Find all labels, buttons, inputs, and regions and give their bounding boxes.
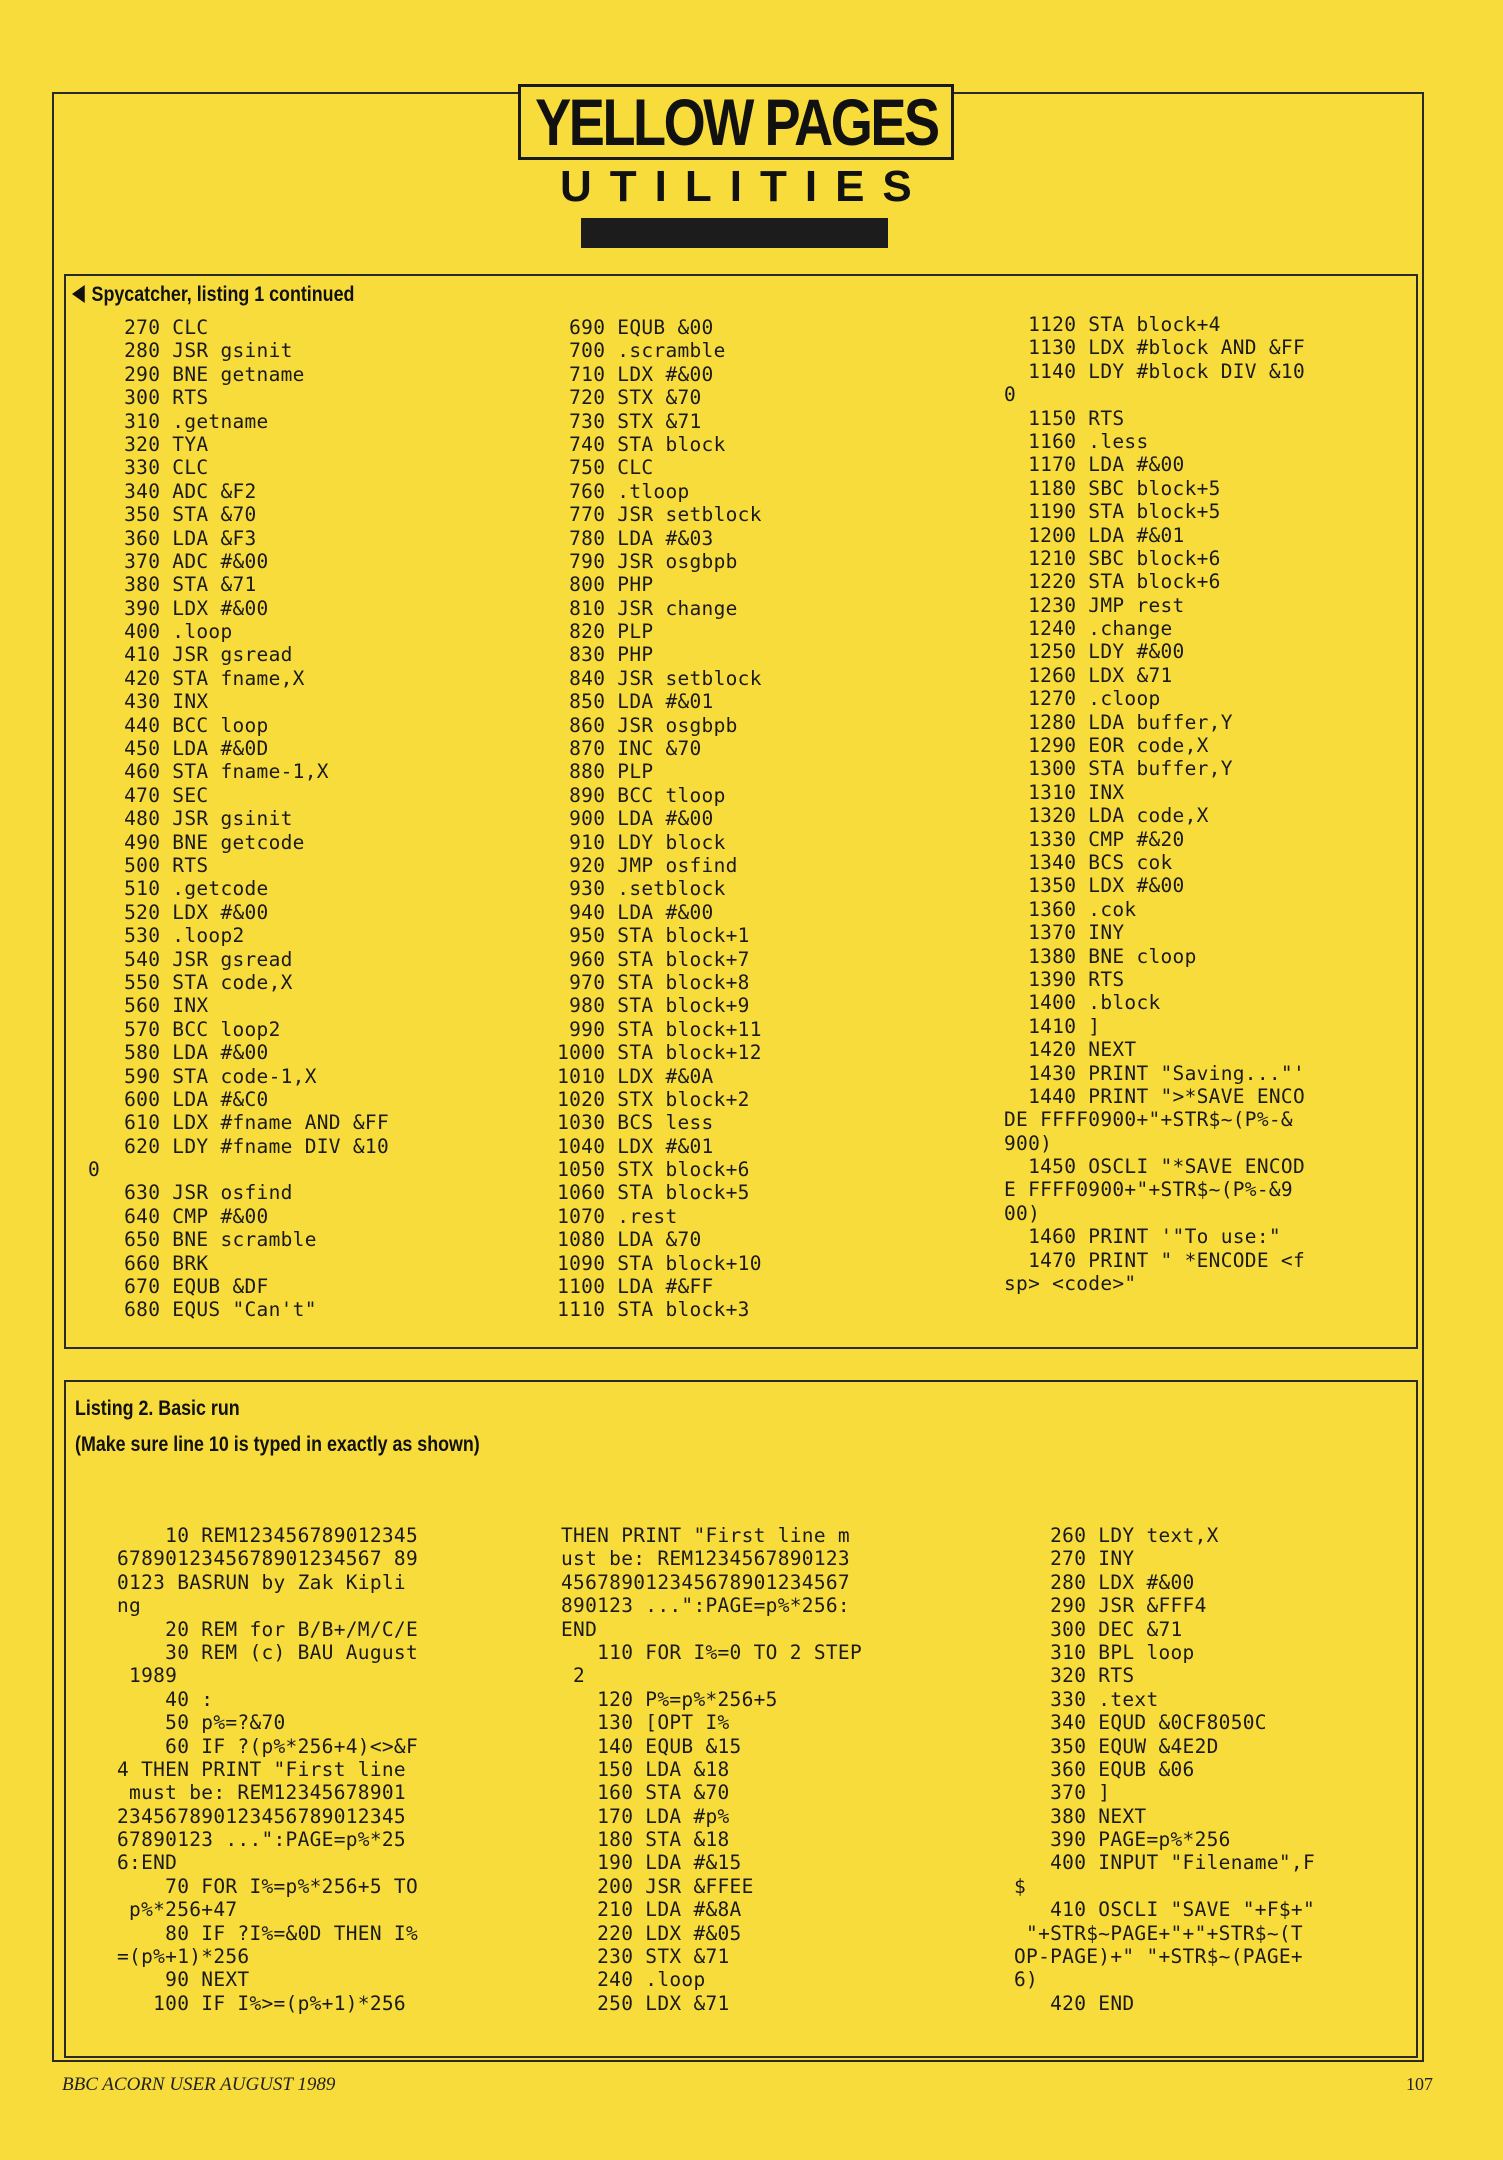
code-line: 930 .setblock	[533, 877, 726, 901]
code-line: sp> <code>"	[1004, 1272, 1137, 1296]
code-line: 170 LDA #p%	[561, 1804, 730, 1828]
code-line: 360 EQUB &06	[1014, 1757, 1195, 1781]
listing1-column-1	[88, 316, 389, 1322]
code-line: 1070 .rest	[533, 1204, 678, 1228]
code-line: 1190 STA block+5	[1004, 500, 1221, 524]
code-line: 1080 LDA &70	[533, 1228, 702, 1252]
code-line: 160 STA &70	[561, 1781, 730, 1805]
code-line: 890 BCC tloop	[533, 783, 726, 807]
code-line: 100 IF I%>=(p%+1)*256	[117, 1991, 406, 2015]
code-line: p%*256+47	[117, 1898, 238, 1922]
code-line: 700 .scramble	[533, 339, 726, 363]
code-line: 1250 LDY #&00	[1004, 640, 1185, 664]
code-line: 370 ADC #&00	[88, 549, 269, 573]
code-line: 710 LDX #&00	[533, 362, 714, 386]
code-line: 490 BNE getcode	[88, 830, 305, 854]
code-line: 540 JSR gsread	[88, 947, 293, 971]
code-line: 6:END	[117, 1851, 178, 1875]
code-line: 400 .loop	[88, 620, 233, 644]
code-line: 290 JSR &FFF4	[1014, 1594, 1207, 1618]
code-line: 1350 LDX #&00	[1004, 874, 1185, 898]
code-line: 320 TYA	[88, 432, 209, 456]
code-line: 670 EQUB &DF	[88, 1275, 269, 1299]
code-line: 1260 LDX &71	[1004, 663, 1173, 687]
code-line: 40 :	[117, 1687, 214, 1711]
code-line: 1220 STA block+6	[1004, 570, 1221, 594]
code-line: 640 CMP #&00	[88, 1204, 269, 1228]
code-line: 430 INX	[88, 690, 209, 714]
code-line: 920 JMP osfind	[533, 853, 738, 877]
code-line: 750 CLC	[533, 456, 654, 480]
code-line: 620 LDY #fname DIV &10	[88, 1134, 389, 1158]
code-line: 1160 .less	[1004, 429, 1149, 453]
code-line: 400 INPUT "Filename",F	[1014, 1851, 1315, 1875]
code-line: 1440 PRINT ">*SAVE ENCO	[1004, 1084, 1305, 1108]
code-line: 870 INC &70	[533, 737, 702, 761]
code-line: 70 FOR I%=p%*256+5 TO	[117, 1874, 418, 1898]
code-line: 800 PHP	[533, 573, 654, 597]
code-line: 410 OSCLI "SAVE "+F$+"	[1014, 1898, 1315, 1922]
code-line: 1270 .cloop	[1004, 687, 1161, 711]
code-line: 1180 SBC block+5	[1004, 476, 1221, 500]
code-line: 120 P%=p%*256+5	[561, 1687, 778, 1711]
code-line: 1420 NEXT	[1004, 1038, 1137, 1062]
code-line: 190 LDA #&15	[561, 1851, 742, 1875]
code-line: 67890123 ...":PAGE=p%*25	[117, 1828, 406, 1852]
code-line: 730 STX &71	[533, 409, 702, 433]
code-line: 390 LDX #&00	[88, 596, 269, 620]
code-line: 1460 PRINT '"To use:"	[1004, 1225, 1281, 1249]
code-line: 380 STA &71	[88, 573, 257, 597]
code-line: ust be: REM1234567890123	[561, 1547, 850, 1571]
code-line: 760 .tloop	[533, 479, 690, 503]
code-line: 560 INX	[88, 994, 209, 1018]
code-line: 910 LDY block	[533, 830, 726, 854]
code-line: 150 LDA &18	[561, 1757, 730, 1781]
code-line: 380 NEXT	[1014, 1804, 1147, 1828]
code-line: 20 REM for B/B+/M/C/E	[117, 1617, 418, 1641]
code-line: 210 LDA #&8A	[561, 1898, 742, 1922]
code-line: 1170 LDA #&00	[1004, 453, 1185, 477]
code-line: 1470 PRINT " *ENCODE <f	[1004, 1248, 1305, 1272]
code-line: "+STR$~PAGE+"+"+STR$~(T	[1014, 1921, 1303, 1945]
code-line: 820 PLP	[533, 620, 654, 644]
code-line: 180 STA &18	[561, 1828, 730, 1852]
code-line: 1120 STA block+4	[1004, 313, 1221, 336]
code-line: 230 STX &71	[561, 1945, 730, 1969]
code-line: 0	[88, 1158, 101, 1182]
code-line: 810 JSR change	[533, 596, 738, 620]
code-line: 650 BNE scramble	[88, 1228, 317, 1252]
code-line: 850 LDA #&01	[533, 690, 714, 714]
code-line: 1210 SBC block+6	[1004, 546, 1221, 570]
code-line: 790 JSR osgbpb	[533, 549, 738, 573]
code-line: 830 PHP	[533, 643, 654, 667]
code-line: 270 INY	[1014, 1547, 1135, 1571]
code-line: 1050 STX block+6	[533, 1158, 750, 1182]
code-line: 420 STA fname,X	[88, 666, 305, 690]
code-line: 340 ADC &F2	[88, 479, 257, 503]
listing1-column-2	[533, 316, 762, 1322]
code-line: 550 STA code,X	[88, 970, 293, 994]
code-line: 1010 LDX #&0A	[533, 1064, 714, 1088]
code-line: =(p%+1)*256	[117, 1945, 250, 1969]
code-line: 300 DEC &71	[1014, 1617, 1183, 1641]
code-line: 4 THEN PRINT "First line	[117, 1757, 406, 1781]
code-line: must be: REM12345678901	[117, 1781, 406, 1805]
code-line: DE FFFF0900+"+STR$~(P%-&	[1004, 1108, 1293, 1132]
code-line: 320 RTS	[1014, 1664, 1135, 1688]
code-line: 1040 LDX #&01	[533, 1134, 714, 1158]
code-line: 50 p%=?&70	[117, 1711, 286, 1735]
listing1-column-3	[1004, 313, 1305, 1295]
code-line: 660 BRK	[88, 1251, 209, 1275]
code-line: 690 EQUB &00	[533, 316, 714, 339]
code-line: 1230 JMP rest	[1004, 593, 1185, 617]
code-line: 1030 BCS less	[533, 1111, 714, 1135]
code-line: 00)	[1004, 1201, 1041, 1225]
code-line: 1360 .cok	[1004, 897, 1137, 921]
code-line: 110 FOR I%=0 TO 2 STEP	[561, 1640, 862, 1664]
listing2-column-2	[561, 1524, 862, 2015]
code-line: 1450 OSCLI "*SAVE ENCOD	[1004, 1155, 1305, 1179]
listing1-heading	[72, 283, 354, 307]
code-line: THEN PRINT "First line m	[561, 1524, 850, 1547]
code-line: 440 BCC loop	[88, 713, 269, 737]
code-line: 500 RTS	[88, 853, 209, 877]
code-line: 280 LDX #&00	[1014, 1570, 1195, 1594]
code-line: 390 PAGE=p%*256	[1014, 1828, 1231, 1852]
listing1-heading-text: Spycatcher, listing 1 continued	[91, 283, 355, 306]
code-line: 1000 STA block+12	[533, 1041, 762, 1065]
code-line: 1200 LDA #&01	[1004, 523, 1185, 547]
code-line: 940 LDA #&00	[533, 900, 714, 924]
code-line: 6)	[1014, 1968, 1039, 1992]
code-line: 1340 BCS cok	[1004, 850, 1173, 874]
code-line: 250 LDX &71	[561, 1991, 730, 2015]
code-line: 330 CLC	[88, 456, 209, 480]
code-line: 990 STA block+11	[533, 1017, 762, 1041]
code-line: 310 BPL loop	[1014, 1640, 1195, 1664]
code-line: 140 EQUB &15	[561, 1734, 742, 1758]
code-line: 970 STA block+8	[533, 970, 750, 994]
listing2-subheading: (Make sure line 10 is typed in exactly as shown)	[75, 1433, 480, 1456]
masthead-title: YELLOW PAGES	[534, 85, 938, 159]
code-line: 840 JSR setblock	[533, 666, 762, 690]
code-line: 260 LDY text,X	[1014, 1524, 1219, 1547]
code-line: 80 IF ?I%=&0D THEN I%	[117, 1921, 418, 1945]
code-line: 410 JSR gsread	[88, 643, 293, 667]
code-line: 370 ]	[1014, 1781, 1111, 1805]
code-line: 360 LDA &F3	[88, 526, 257, 550]
code-line: 240 .loop	[561, 1968, 706, 1992]
code-line: 530 .loop2	[88, 924, 245, 948]
code-line: 450 LDA #&0D	[88, 737, 269, 761]
code-line: $	[1014, 1874, 1027, 1898]
code-line: 350 EQUW &4E2D	[1014, 1734, 1219, 1758]
code-line: 10 REM123456789012345	[117, 1524, 418, 1547]
code-line: 1290 EOR code,X	[1004, 734, 1209, 758]
code-line: 6789012345678901234567 89	[117, 1547, 418, 1571]
code-line: 1110 STA block+3	[533, 1298, 750, 1322]
code-line: 600 LDA #&C0	[88, 1087, 269, 1111]
code-line: 520 LDX #&00	[88, 900, 269, 924]
code-line: 456789012345678901234567	[561, 1570, 850, 1594]
code-line: 1430 PRINT "Saving..."'	[1004, 1061, 1305, 1085]
code-line: 460 STA fname-1,X	[88, 760, 329, 784]
code-line: 350 STA &70	[88, 503, 257, 527]
code-line: 880 PLP	[533, 760, 654, 784]
code-line: 330 .text	[1014, 1687, 1159, 1711]
code-line: 630 JSR osfind	[88, 1181, 293, 1205]
code-line: 610 LDX #fname AND &FF	[88, 1111, 389, 1135]
footer-page-number: 107	[1406, 2074, 1433, 2094]
code-line: 1090 STA block+10	[533, 1251, 762, 1275]
code-line: 780 LDA #&03	[533, 526, 714, 550]
listing2-column-3	[1014, 1524, 1315, 2015]
code-line: 0	[1004, 383, 1017, 407]
code-line: 1380 BNE cloop	[1004, 944, 1197, 968]
left-arrow-icon	[72, 285, 85, 303]
code-line: ng	[117, 1594, 142, 1618]
code-line: 1989	[117, 1664, 178, 1688]
code-line: 130 [OPT I%	[561, 1711, 730, 1735]
code-line: 200 JSR &FFEE	[561, 1874, 754, 1898]
code-line: 30 REM (c) BAU August	[117, 1640, 418, 1664]
code-line: 570 BCC loop2	[88, 1017, 281, 1041]
code-line: 960 STA block+7	[533, 947, 750, 971]
code-line: 1150 RTS	[1004, 406, 1125, 430]
code-line: 890123 ...":PAGE=p%*256:	[561, 1594, 850, 1618]
code-line: END	[561, 1617, 598, 1641]
code-line: 1020 STX block+2	[533, 1087, 750, 1111]
code-line: 220 LDX #&05	[561, 1921, 742, 1945]
code-line: 590 STA code-1,X	[88, 1064, 317, 1088]
code-line: 950 STA block+1	[533, 924, 750, 948]
code-line: 1370 INY	[1004, 921, 1125, 945]
code-line: 1060 STA block+5	[533, 1181, 750, 1205]
code-line: 1280 LDA buffer,Y	[1004, 710, 1233, 734]
code-line: 310 .getname	[88, 409, 269, 433]
code-line: 1100 LDA #&FF	[533, 1275, 714, 1299]
code-line: 1410 ]	[1004, 1014, 1101, 1038]
section-title: UTILITIES	[560, 162, 930, 211]
code-line: 60 IF ?(p%*256+4)<>&F	[117, 1734, 418, 1758]
code-line: 1310 INX	[1004, 780, 1125, 804]
code-line: 980 STA block+9	[533, 994, 750, 1018]
code-line: 510 .getcode	[88, 877, 269, 901]
footer-publication: BBC ACORN USER AUGUST 1989	[62, 2074, 336, 2095]
code-line: 1320 LDA code,X	[1004, 804, 1209, 828]
code-line: 1400 .block	[1004, 991, 1161, 1015]
code-line: 0123 BASRUN by Zak Kipli	[117, 1570, 406, 1594]
listing2-heading: Listing 2. Basic run	[75, 1397, 240, 1420]
masthead	[518, 84, 954, 160]
code-line: 480 JSR gsinit	[88, 807, 293, 831]
code-line: 290 BNE getname	[88, 362, 305, 386]
listing2-column-1	[117, 1524, 418, 2015]
code-line: 770 JSR setblock	[533, 503, 762, 527]
code-line: 270 CLC	[88, 316, 209, 339]
code-line: 1140 LDY #block DIV &10	[1004, 359, 1305, 383]
code-line: 1300 STA buffer,Y	[1004, 757, 1233, 781]
code-line: 720 STX &70	[533, 386, 702, 410]
code-line: 1240 .change	[1004, 617, 1173, 641]
code-line: 1390 RTS	[1004, 967, 1125, 991]
code-line: 1130 LDX #block AND &FF	[1004, 336, 1305, 360]
code-line: E FFFF0900+"+STR$~(P%-&9	[1004, 1178, 1293, 1202]
code-line: 340 EQUD &0CF8050C	[1014, 1711, 1267, 1735]
code-line: 900 LDA #&00	[533, 807, 714, 831]
code-line: 740 STA block	[533, 432, 726, 456]
code-line: 580 LDA #&00	[88, 1041, 269, 1065]
code-line: OP-PAGE)+" "+STR$~(PAGE+	[1014, 1945, 1303, 1969]
code-line: 860 JSR osgbpb	[533, 713, 738, 737]
code-line: 280 JSR gsinit	[88, 339, 293, 363]
code-line: 420 END	[1014, 1991, 1135, 2015]
code-line: 2	[561, 1664, 586, 1688]
code-line: 470 SEC	[88, 783, 209, 807]
code-line: 1330 CMP #&20	[1004, 827, 1185, 851]
code-line: 900)	[1004, 1131, 1053, 1155]
code-line: 680 EQUS "Can't"	[88, 1298, 317, 1322]
code-line: 90 NEXT	[117, 1968, 250, 1992]
section-bar	[581, 218, 888, 248]
code-line: 300 RTS	[88, 386, 209, 410]
code-line: 234567890123456789012345	[117, 1804, 406, 1828]
